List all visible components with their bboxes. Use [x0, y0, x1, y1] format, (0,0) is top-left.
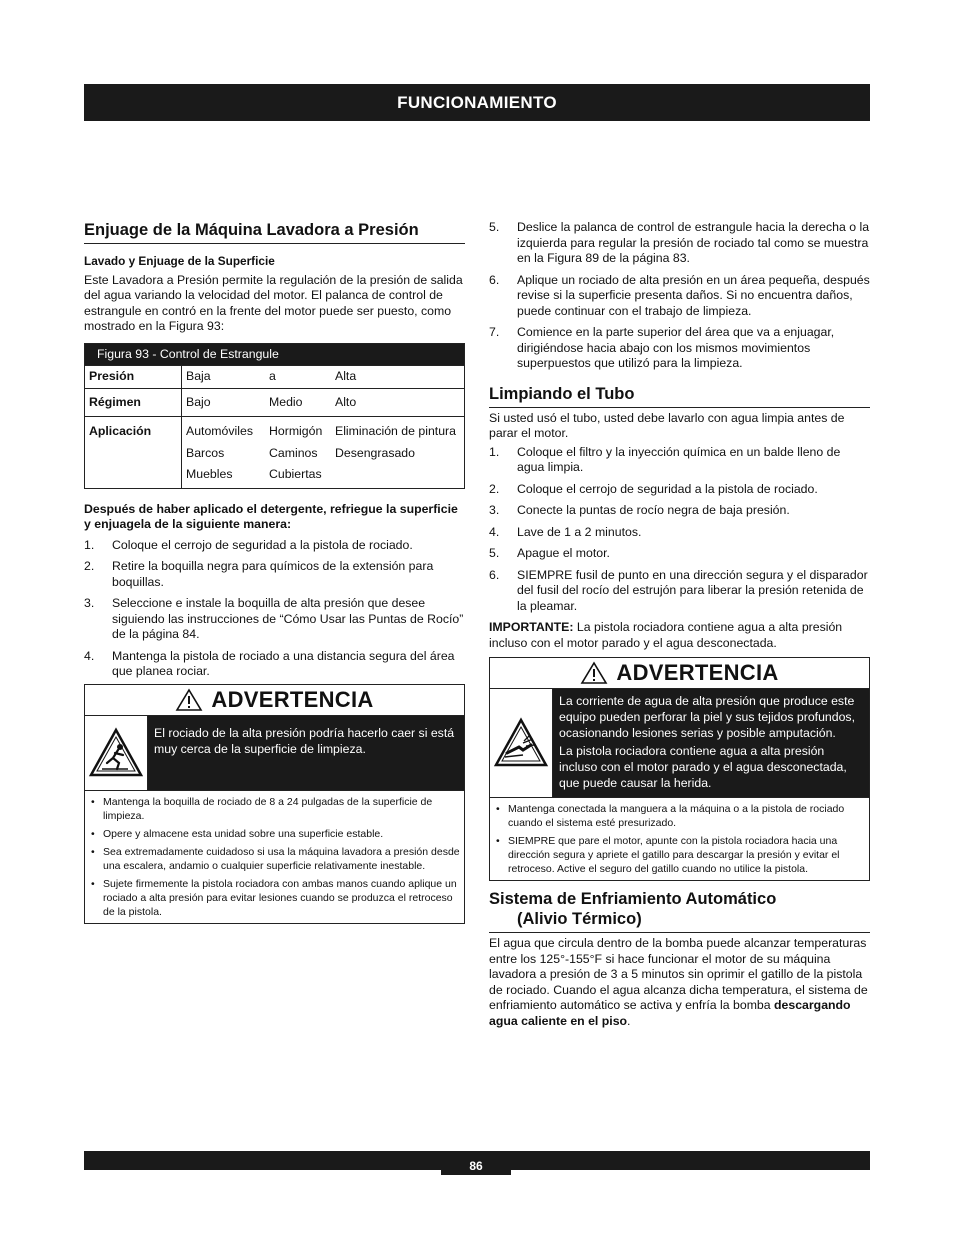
- row-label: Aplicación: [85, 417, 182, 443]
- table-cell: Caminos: [269, 445, 318, 460]
- warning-dark-text: [553, 689, 869, 797]
- list-item: • SIEMPRE que pare el motor, apunte con la pistola rociadora hacia una dirección segura y apriete el gatillo para descargar la presión y evitar el retroceso. Active el seguro del gatillo cuando no utilice la pistola.: [494, 834, 865, 876]
- figure-caption: Figura 93 - Control de Estrangule: [84, 343, 465, 366]
- table-cell: Alta: [331, 366, 465, 389]
- list-item: 5. Apague el motor.: [489, 546, 610, 560]
- warning-icon-cell: [490, 689, 553, 797]
- table-cell: Bajo: [182, 388, 266, 417]
- cooling-paragraph: El agua que circula dentro de la bomba puede alcanzar temperaturas entre los 125°-155°F si hace funcionar el motor de su máquina lavadora a presión de 3 a 5 minutos sin oprimir el gatillo de la pistola de rociado. Cuando el agua alcanza dicha temperatura, el sistema de enfriamiento automático se activa y enfría la bomba descargando agua caliente en el piso.: [489, 936, 868, 1028]
- injection-hazard-icon: [493, 717, 549, 769]
- tube-intro: Si usted usó el tubo, usted debe lavarlo con agua limpia antes de parar el motor.: [489, 410, 845, 440]
- subheading-wash: Lavado y Enjuage de la Superficie: [84, 254, 275, 268]
- list-item: 3. Seleccione e instale la boquilla de alta presión que desee siguiendo las instrucciones de “Cómo Usar las Puntas de Rocío” de la página 84.: [84, 596, 464, 641]
- list-item: 2. Coloque el cerrojo de seguridad a la pistola de rociado.: [489, 481, 818, 496]
- table-cell: Automóviles: [186, 424, 253, 438]
- section-heading-cooling: Sistema de Enfriamiento Automático (Alivio Térmico): [489, 889, 870, 933]
- list-item: 1. Coloque el cerrojo de seguridad a la pistola de rociado.: [84, 537, 413, 552]
- rinse-steps-list: [84, 538, 465, 680]
- row-label: Régimen: [85, 388, 182, 417]
- table-cell: Hormigón: [269, 424, 323, 438]
- list-item: • Opere y almacene esta unidad sobre una superficie estable.: [89, 827, 460, 841]
- warning-body: [85, 716, 464, 790]
- table-cell: a: [265, 366, 331, 389]
- list-item: 4. Lave de 1 a 2 minutos.: [489, 524, 642, 539]
- warning-title: ADVERTENCIA: [211, 686, 374, 712]
- row-label: Presión: [85, 366, 182, 389]
- warning-triangle-icon: [175, 688, 203, 712]
- list-item: 3. Conecte la puntas de rocío negra de baja presión.: [489, 503, 790, 517]
- table-cell: Alto: [331, 388, 465, 417]
- left-column: [84, 220, 465, 924]
- table-cell: Eliminación de pintura: [335, 424, 456, 438]
- warning-bullet-list: [85, 790, 464, 923]
- table-cell: Baja: [182, 366, 266, 389]
- list-item: 4. Mantenga la pistola de rociado a una distancia segura del área que planea rociar.: [84, 648, 455, 678]
- list-item: 1. Coloque el filtro y la inyección química en un balde lleno de agua limpia.: [489, 444, 841, 474]
- rinse-steps-continued: [489, 220, 870, 372]
- tube-steps-list: [489, 445, 870, 615]
- list-item: 6. SIEMPRE fusil de punto en una dirección segura y el disparador del fusil del rocío del estrujón para liberar la presión retenida de la pleamar.: [489, 567, 868, 613]
- warning-text: La corriente de agua de alta presión que produce este equipo pueden perforar la piel y sus tejidos profundos, ocasionando lesiones serias y posible amputación.: [559, 694, 856, 740]
- table-cell: Cubiertas: [269, 467, 322, 481]
- warning-triangle-icon: [580, 661, 608, 685]
- list-item: 2. Retire la boquilla negra para químicos de la extensión para boquillas.: [84, 559, 434, 589]
- intro-paragraph: Este Lavadora a Presión permite la regulación de la presión de salida del agua variando la velocidad del motor. El palanca de control de estrangule en contró en la frente del motor puede ser puesto, como mostrado en la Figura 93:: [84, 272, 463, 333]
- page-header: FUNCIONAMIENTO: [84, 84, 870, 121]
- right-column: [489, 220, 870, 1029]
- list-item: 7. Comience en la parte superior del área que va a enjuagar, dirigiéndose hacia abajo con los mismos movimientos superpuestos que utilizó para la limpieza.: [489, 325, 835, 370]
- warning-box-injection: [489, 657, 870, 881]
- list-item: 6. Aplique un rociado de alta presión en un área pequeña, después revise si la superficie presenta daños. Si no encuentra daños, puede continuar con el trabajo de limpieza.: [489, 272, 870, 318]
- section-heading-rinse: Enjuage de la Máquina Lavadora a Presión: [84, 220, 465, 244]
- important-note: IMPORTANTE: La pistola rociadora contiene agua a alta presión incluso con el motor parado y el agua desconectada.: [489, 620, 843, 650]
- list-item: • Sujete firmemente la pistola rociadora con ambas manos cuando aplique un rociado a alta presión para evitar lesiones cuando se produzca el retroceso de la pistola.: [89, 877, 460, 919]
- list-item: • Mantenga conectada la manguera a la máquina o a la pistola de rociado cuando el sistema esté presurizado.: [494, 802, 865, 830]
- list-item: • Mantenga la boquilla de rociado de 8 a 24 pulgadas de la superficie de limpieza.: [89, 795, 460, 823]
- warning-bullet-list: [490, 797, 869, 880]
- table-cell: Barcos: [186, 445, 225, 460]
- warning-dark-text: El rociado de la alta presión podría hacerlo caer si está muy cerca de la superficie de limpieza.: [148, 716, 464, 790]
- table-cell: Desengrasado: [335, 445, 415, 460]
- list-item: • Sea extremadamente cuidadoso si usa la máquina lavadora a presión desde una escalera, andamio o cualquier superficie relativamente inestable.: [89, 845, 460, 873]
- warning-body: [490, 689, 869, 797]
- table-cell: [331, 464, 465, 488]
- table-cell: Muebles: [186, 467, 233, 481]
- table-cell: Medio: [265, 388, 331, 417]
- warning-icon-cell: [85, 716, 148, 790]
- list-item: 5. Deslice la palanca de control de estrangule hacia la derecha o la izquierda para regular la presión de rociado tal como se muestra en la Figura 89 de la página 83.: [489, 220, 870, 265]
- warning-box-slip: [84, 684, 465, 924]
- page-number: 86: [441, 1151, 511, 1175]
- section-heading-tube: Limpiando el Tubo: [489, 384, 870, 408]
- warning-title-bar: [490, 658, 869, 689]
- slip-fall-hazard-icon: [88, 727, 144, 779]
- after-detergent-heading: Después de haber aplicado el detergente, refriegue la superficie y enjuagela de la siguiente manera:: [84, 501, 458, 531]
- warning-text: La pistola rociadora contiene agua a alta presión incluso con el motor parado y el agua desconectada, que puede causar la herida.: [559, 744, 847, 790]
- throttle-control-table: [84, 343, 465, 489]
- warning-title: ADVERTENCIA: [616, 660, 779, 686]
- warning-title-bar: [85, 685, 464, 716]
